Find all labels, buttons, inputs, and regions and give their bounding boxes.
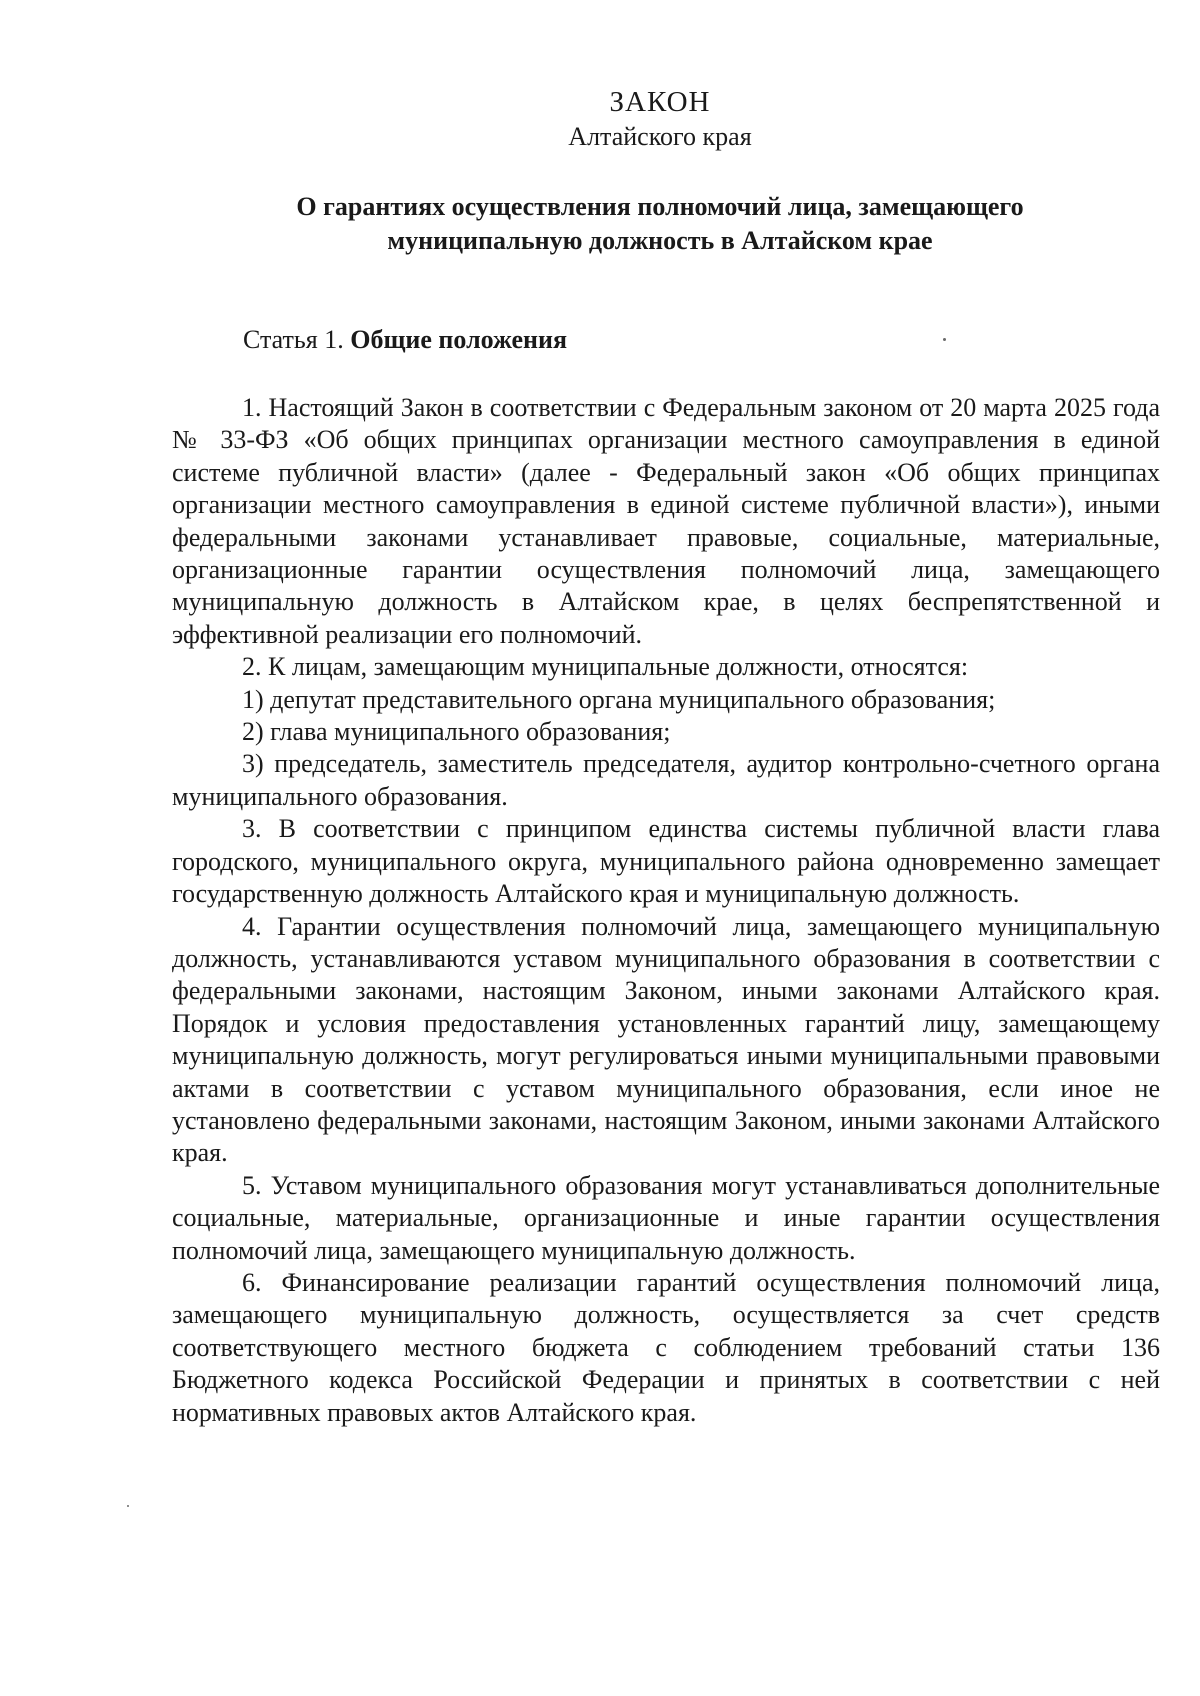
document-title	[200, 190, 1120, 258]
document-region: Алтайского края	[568, 122, 752, 151]
article-body	[172, 392, 1160, 1429]
article-heading	[243, 325, 567, 355]
article-label: Статья 1.	[243, 325, 344, 354]
list-item: 3) председатель, заместитель председателя, аудитор контрольно-счетного органа муниципального образования.	[172, 749, 1160, 811]
paragraph: 1. Настоящий Закон в соответствии с Федеральным законом от 20 марта 2025 года № 33-ФЗ «Об общих принципах организации местного самоуправления в единой системе публичной власти» (далее - Федеральный закон «Об общих принципах организации местного самоуправления в единой системе публичной власти»), иными федеральными законами устанавливает правовые, социальные, материальные, организационные гарантии осуществления полномочий лица, замещающего муниципальную должность в Алтайском крае, в целях беспрепятственной и эффективной реализации его полномочий.	[172, 393, 1160, 649]
document-kind: ЗАКОН	[609, 86, 711, 118]
scan-speck	[127, 1505, 129, 1507]
paragraph: 6. Финансирование реализации гарантий осуществления полномочий лица, замещающего муниципальную должность, осуществляется за счет средств соответствующего местного бюджета с соблюдением требований статьи 136 Бюджетного кодекса Российской Федерации и принятых в соответствии с ней нормативных правовых актов Алтайского края.	[172, 1267, 1160, 1427]
list-item: 2) глава муниципального образования;	[242, 717, 671, 747]
article-name: Общие положения	[350, 325, 568, 354]
paragraph: 3. В соответствии с принципом единства системы публичной власти глава городского, муниципального округа, муниципального района одновременно замещает государственную должность Алтайского края и муниципальную должность.	[172, 814, 1160, 909]
scan-speck	[943, 338, 946, 341]
title-line: муниципальную должность в Алтайском крае	[387, 226, 933, 255]
paragraph: 4. Гарантии осуществления полномочий лица, замещающего муниципальную должность, устанавливаются уставом муниципального образования в соответствии с федеральными законами, настоящим Законом, иными законами Алтайского края. Порядок и условия предоставления установленных гарантий лицу, замещающему муниципальную должность, могут регулироваться иными муниципальными правовыми актами в соответствии с уставом муниципального образования, если иное не установлено федеральными законами, настоящим Законом, иными законами Алтайского края.	[172, 911, 1160, 1168]
list-item: 1) депутат представительного органа муниципального образования;	[242, 684, 996, 714]
paragraph: 5. Уставом муниципального образования могут устанавливаться дополнительные социальные, материальные, организационные и иные гарантии осуществления полномочий лица, замещающего муниципальную должность.	[172, 1170, 1160, 1265]
title-line: О гарантиях осуществления полномочий лица, замещающего	[296, 192, 1024, 221]
paragraph: 2. К лицам, замещающим муниципальные должности, относятся:	[242, 652, 969, 682]
